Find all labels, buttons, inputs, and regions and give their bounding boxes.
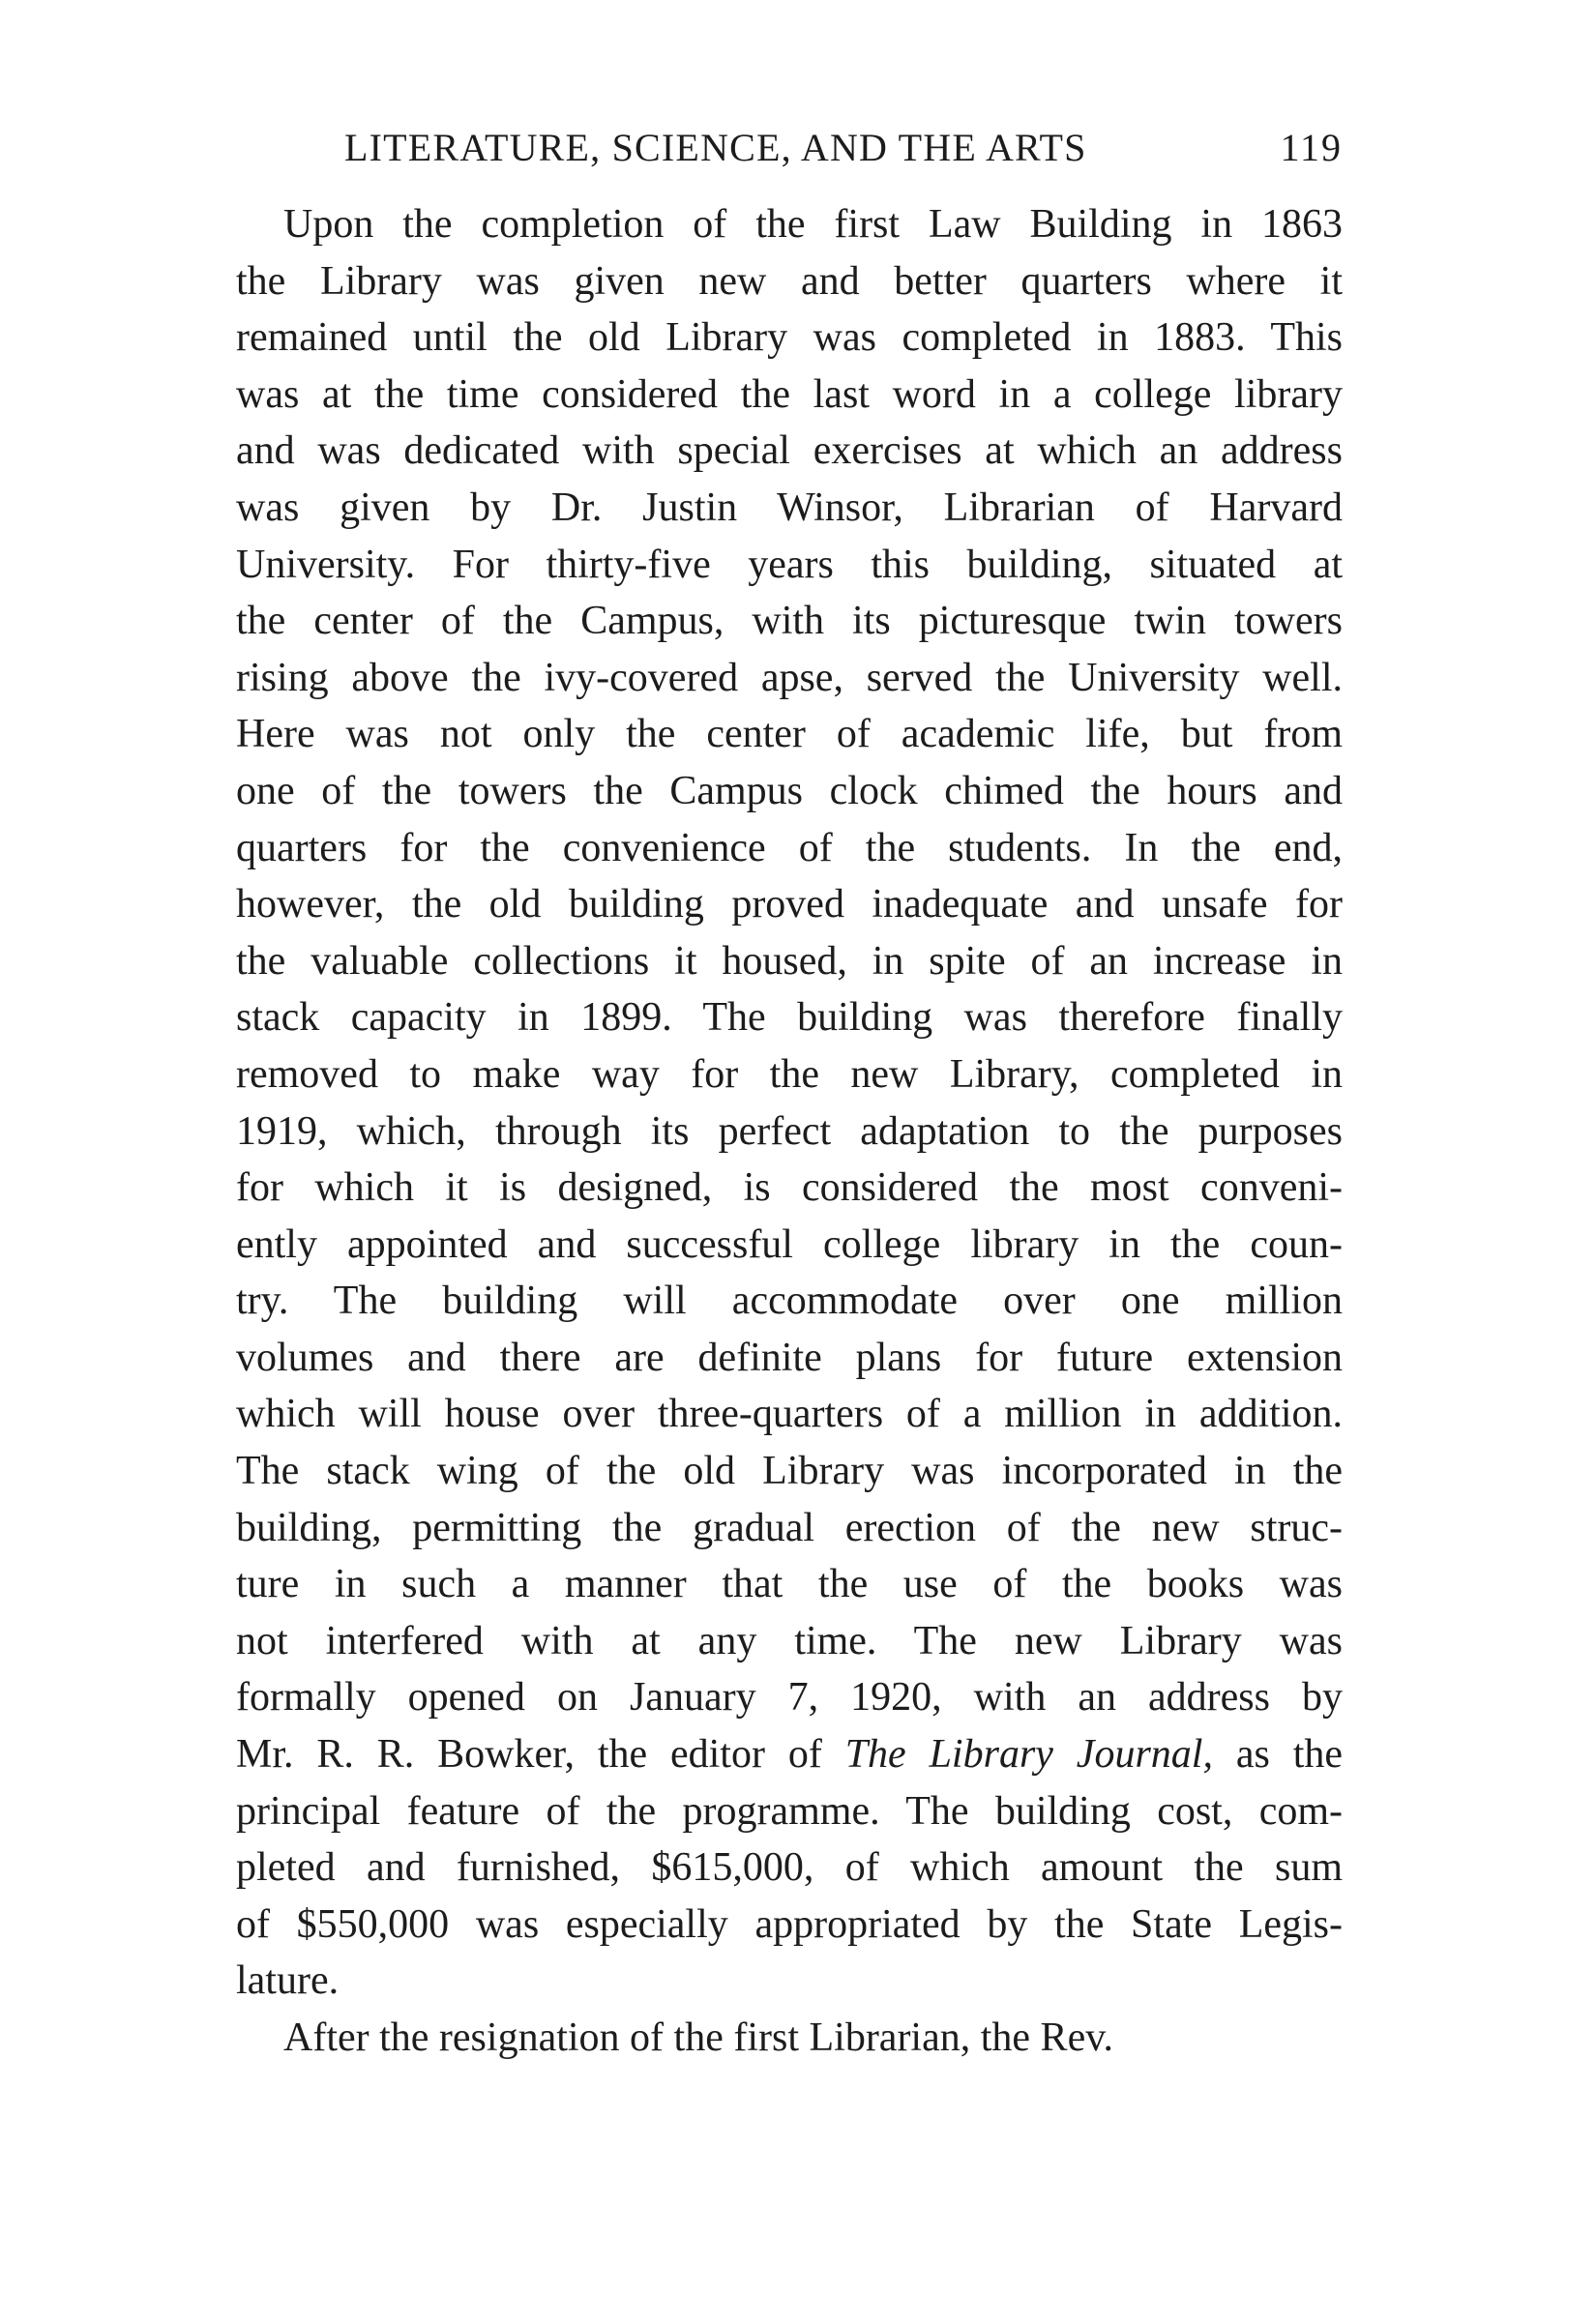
text-line: volumes and there are definite plans for future extension <box>236 1335 1343 1380</box>
running-title: LITERATURE, SCIENCE, AND THE ARTS <box>344 126 1087 169</box>
text-line: ture in such a manner that the use of the books was <box>236 1562 1343 1607</box>
text-line: rising above the ivy-covered apse, served the University well. <box>236 655 1343 700</box>
text-line: removed to make way for the new Library, completed in <box>236 1051 1343 1097</box>
text-line: however, the old building proved inadequate and unsafe for <box>236 882 1343 927</box>
text-line: The stack wing of the old Library was incorporated in the <box>236 1449 1343 1494</box>
text-line: was given by Dr. Justin Winsor, Librarian of Harvard <box>236 485 1343 530</box>
text-line: of $550,000 was especially appropriated by the State Legis- <box>236 1901 1343 1947</box>
text-line: remained until the old Library was completed in 1883. This <box>236 315 1343 361</box>
body-text <box>236 196 1343 2067</box>
text-segment: Mr. R. R. Bowker, the editor of <box>236 1732 845 1778</box>
text-line: the valuable collections it housed, in spite of an increase in <box>236 938 1343 984</box>
text-line: Upon the completion of the first Law Building in 1863 <box>283 202 1343 247</box>
text-line: After the resignation of the first Librarian, the Rev. <box>283 2015 1113 2060</box>
journal-title-italic: The Library Journal, <box>844 1732 1213 1778</box>
text-line: the Library was given new and better quarters where it <box>236 258 1343 304</box>
running-header <box>236 122 1343 174</box>
text-line: not interfered with at any time. The new Library was <box>236 1618 1343 1663</box>
text-line: the center of the Campus, with its picturesque twin towers <box>236 599 1343 644</box>
text-line: pleted and furnished, $615,000, of which amount the sum <box>236 1845 1343 1891</box>
text-line: try. The building will accommodate over one million <box>236 1279 1343 1324</box>
text-line: lature. <box>236 1958 340 2004</box>
text-line <box>236 1726 1343 1783</box>
text-line: formally opened on January 7, 1920, with an address by <box>236 1675 1343 1721</box>
page-number: 119 <box>1280 126 1343 169</box>
text-line: which will house over three-quarters of a million in addition. <box>236 1392 1343 1437</box>
text-line: and was dedicated with special exercises at which an address <box>236 428 1343 474</box>
text-line: was at the time considered the last word in a college library <box>236 371 1343 417</box>
text-line: quarters for the convenience of the students. In the end, <box>236 825 1343 870</box>
text-line: University. For thirty-five years this building, situated at <box>236 542 1343 587</box>
text-line: principal feature of the programme. The building cost, com- <box>236 1788 1343 1834</box>
text-segment: as the <box>1212 1732 1344 1778</box>
text-line: Here was not only the center of academic life, but from <box>236 712 1343 757</box>
text-line: stack capacity in 1899. The building was therefore finally <box>236 995 1343 1041</box>
text-line: for which it is designed, is considered the most conveni- <box>236 1165 1343 1211</box>
text-line: 1919, which, through its perfect adaptation to the purposes <box>236 1108 1343 1154</box>
text-line: one of the towers the Campus clock chimed the hours and <box>236 768 1343 813</box>
text-line: ently appointed and successful college library in the coun- <box>236 1221 1343 1267</box>
text-line: building, permitting the gradual erection of the new struc- <box>236 1505 1343 1550</box>
